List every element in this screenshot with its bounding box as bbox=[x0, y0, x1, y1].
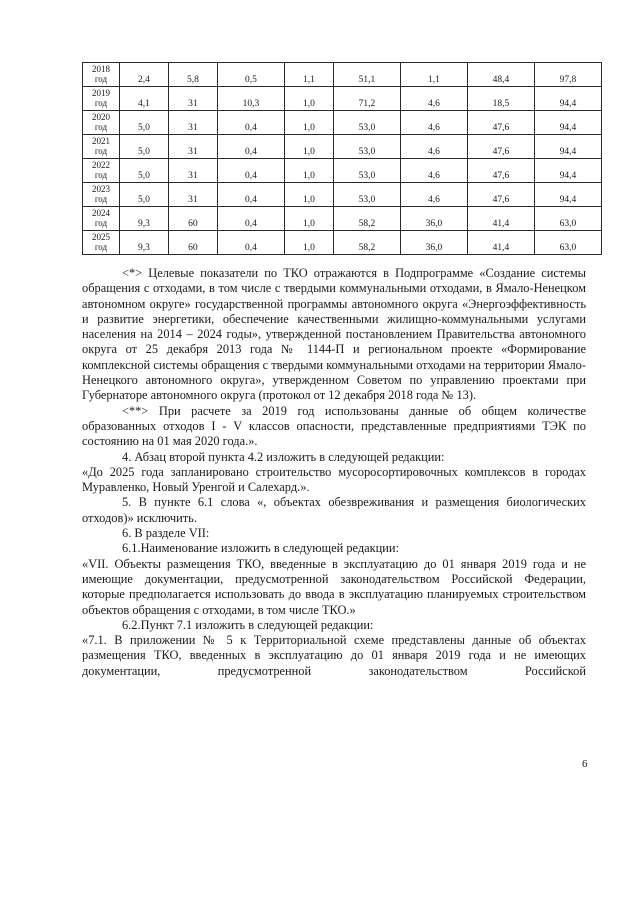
value-cell: 1,1 bbox=[284, 63, 333, 87]
footnote-1: <*> Целевые показатели по ТКО отражаются в Подпрограмме «Создание системы обращения с отходами, в том числе с твердыми коммунальными отходами, в Ямало-Ненецком автономном округе» государственной программы автономного округа «Энергоэффективность и развитие энергетики, обеспечение качественными жилищно-коммунальными услугами населения на 2014 – 2024 годы», утвержденной постановлением Правительства автономного округа от 25 декабря 2013 года № 1144-П и региональном проекте «Формирование комплексной системы обращения с твердыми коммунальными отходами на территории Ямало-Ненецкого автономного округа», утвержденном Советом по управлению проектами при Губернаторе автономного округа (протокол от 12 декабря 2018 года № 13). bbox=[82, 266, 586, 403]
item-6-1: 6.1.Наименование изложить в следующей редакции: bbox=[122, 541, 400, 556]
year-value: 2023 bbox=[92, 184, 110, 194]
value-cell: 1,1 bbox=[400, 63, 467, 87]
value-cell: 47,6 bbox=[467, 111, 534, 135]
value-cell: 53,0 bbox=[333, 159, 400, 183]
year-unit: год bbox=[94, 193, 108, 204]
table-row bbox=[83, 63, 602, 87]
value-cell: 4,6 bbox=[400, 135, 467, 159]
value-cell: 1,0 bbox=[284, 111, 333, 135]
item-4: 4. Абзац второй пункта 4.2 изложить в следующей редакции: bbox=[122, 449, 445, 464]
year-unit: год bbox=[94, 97, 108, 108]
year-unit: год bbox=[94, 73, 108, 84]
value-cell: 0,4 bbox=[217, 135, 284, 159]
year-value: 2025 bbox=[92, 232, 110, 242]
table-row bbox=[83, 183, 602, 207]
value-cell: 4,6 bbox=[400, 111, 467, 135]
year-cell bbox=[83, 159, 120, 183]
table-row bbox=[83, 87, 602, 111]
value-cell: 58,2 bbox=[333, 231, 400, 255]
value-cell: 47,6 bbox=[467, 183, 534, 207]
item-4-quote: «До 2025 года запланировано строительство мусоросортировочных комплексов в городах Муравленко, Новый Уренгой и Салехард.». bbox=[82, 464, 586, 495]
table-row bbox=[83, 111, 602, 135]
value-cell: 31 bbox=[168, 135, 217, 159]
value-cell: 5,0 bbox=[120, 159, 169, 183]
table-row bbox=[83, 231, 602, 255]
value-cell: 48,4 bbox=[467, 63, 534, 87]
value-cell: 51,1 bbox=[333, 63, 400, 87]
value-cell: 36,0 bbox=[400, 231, 467, 255]
year-value: 2018 bbox=[92, 64, 110, 74]
value-cell: 47,6 bbox=[467, 135, 534, 159]
year-cell bbox=[83, 87, 120, 111]
year-value: 2020 bbox=[92, 112, 110, 122]
value-cell: 94,4 bbox=[534, 183, 601, 207]
value-cell: 41,4 bbox=[467, 207, 534, 231]
value-cell: 5,8 bbox=[168, 63, 217, 87]
value-cell: 53,0 bbox=[333, 135, 400, 159]
year-cell bbox=[83, 183, 120, 207]
table-row bbox=[83, 135, 602, 159]
value-cell: 5,0 bbox=[120, 111, 169, 135]
value-cell: 0,4 bbox=[217, 111, 284, 135]
value-cell: 9,3 bbox=[120, 231, 169, 255]
value-cell: 63,0 bbox=[534, 207, 601, 231]
year-value: 2021 bbox=[92, 136, 110, 146]
value-cell: 60 bbox=[168, 231, 217, 255]
value-cell: 31 bbox=[168, 159, 217, 183]
value-cell: 18,5 bbox=[467, 87, 534, 111]
value-cell: 1,0 bbox=[284, 159, 333, 183]
year-cell bbox=[83, 231, 120, 255]
year-unit: год bbox=[94, 169, 108, 180]
value-cell: 10,3 bbox=[217, 87, 284, 111]
year-value: 2024 bbox=[92, 208, 110, 218]
year-unit: год bbox=[94, 121, 108, 132]
item-5: 5. В пункте 6.1 слова «, объектах обезвреживания и размещения биологических отходов)» исключить. bbox=[82, 495, 586, 525]
year-unit: год bbox=[94, 145, 108, 156]
indicators-table-body bbox=[83, 63, 602, 255]
value-cell: 63,0 bbox=[534, 231, 601, 255]
value-cell: 0,5 bbox=[217, 63, 284, 87]
value-cell: 0,4 bbox=[217, 159, 284, 183]
indicators-table bbox=[82, 62, 602, 255]
value-cell: 1,0 bbox=[284, 87, 333, 111]
value-cell: 4,6 bbox=[400, 159, 467, 183]
value-cell: 94,4 bbox=[534, 135, 601, 159]
value-cell: 1,0 bbox=[284, 135, 333, 159]
value-cell: 97,8 bbox=[534, 63, 601, 87]
value-cell: 31 bbox=[168, 111, 217, 135]
value-cell: 94,4 bbox=[534, 87, 601, 111]
year-cell bbox=[83, 207, 120, 231]
year-cell bbox=[83, 111, 120, 135]
value-cell: 5,0 bbox=[120, 135, 169, 159]
year-unit: год bbox=[94, 241, 108, 252]
item-6-2-quote: «7.1. В приложении № 5 к Территориальной схеме представлены данные об объектах размещения ТКО, введенных в эксплуатацию до 01 января 2019 года и не имеющих документации, предусмотренной законодательством Российской bbox=[82, 633, 586, 678]
year-cell bbox=[83, 135, 120, 159]
table-row bbox=[83, 159, 602, 183]
value-cell: 0,4 bbox=[217, 207, 284, 231]
item-6: 6. В разделе VII: bbox=[122, 526, 210, 541]
year-value: 2022 bbox=[92, 160, 110, 170]
item-6-2: 6.2.Пункт 7.1 изложить в следующей редакции: bbox=[122, 617, 374, 632]
value-cell: 41,4 bbox=[467, 231, 534, 255]
footnote-2: <**> При расчете за 2019 год использованы данные об общем количестве образованных отходов I - V классов опасности, представленные предприятиями ТЭК по состоянию на 01 мая 2020 года.». bbox=[82, 403, 586, 449]
year-unit: год bbox=[94, 217, 108, 228]
value-cell: 31 bbox=[168, 183, 217, 207]
body-text bbox=[82, 266, 586, 679]
value-cell: 4,6 bbox=[400, 87, 467, 111]
year-value: 2019 bbox=[92, 88, 110, 98]
value-cell: 94,4 bbox=[534, 111, 601, 135]
value-cell: 1,0 bbox=[284, 231, 333, 255]
value-cell: 71,2 bbox=[333, 87, 400, 111]
value-cell: 94,4 bbox=[534, 159, 601, 183]
value-cell: 0,4 bbox=[217, 183, 284, 207]
page-number: 6 bbox=[582, 758, 588, 770]
value-cell: 4,1 bbox=[120, 87, 169, 111]
value-cell: 60 bbox=[168, 207, 217, 231]
value-cell: 31 bbox=[168, 87, 217, 111]
value-cell: 0,4 bbox=[217, 231, 284, 255]
value-cell: 47,6 bbox=[467, 159, 534, 183]
value-cell: 9,3 bbox=[120, 207, 169, 231]
value-cell: 1,0 bbox=[284, 207, 333, 231]
value-cell: 5,0 bbox=[120, 183, 169, 207]
value-cell: 36,0 bbox=[400, 207, 467, 231]
item-6-1-quote: «VII. Объекты размещения ТКО, введенные в эксплуатацию до 01 января 2019 года и не имеющие документации, предусмотренной законодательством Российской Федерации, которые предполагается использовать до ввода в эксплуатацию планируемых строительством объектов обращения с отходами, в том числе ТКО.» bbox=[82, 556, 586, 617]
value-cell: 58,2 bbox=[333, 207, 400, 231]
value-cell: 53,0 bbox=[333, 111, 400, 135]
value-cell: 4,6 bbox=[400, 183, 467, 207]
value-cell: 2,4 bbox=[120, 63, 169, 87]
year-cell bbox=[83, 63, 120, 87]
value-cell: 53,0 bbox=[333, 183, 400, 207]
table-row bbox=[83, 207, 602, 231]
value-cell: 1,0 bbox=[284, 183, 333, 207]
